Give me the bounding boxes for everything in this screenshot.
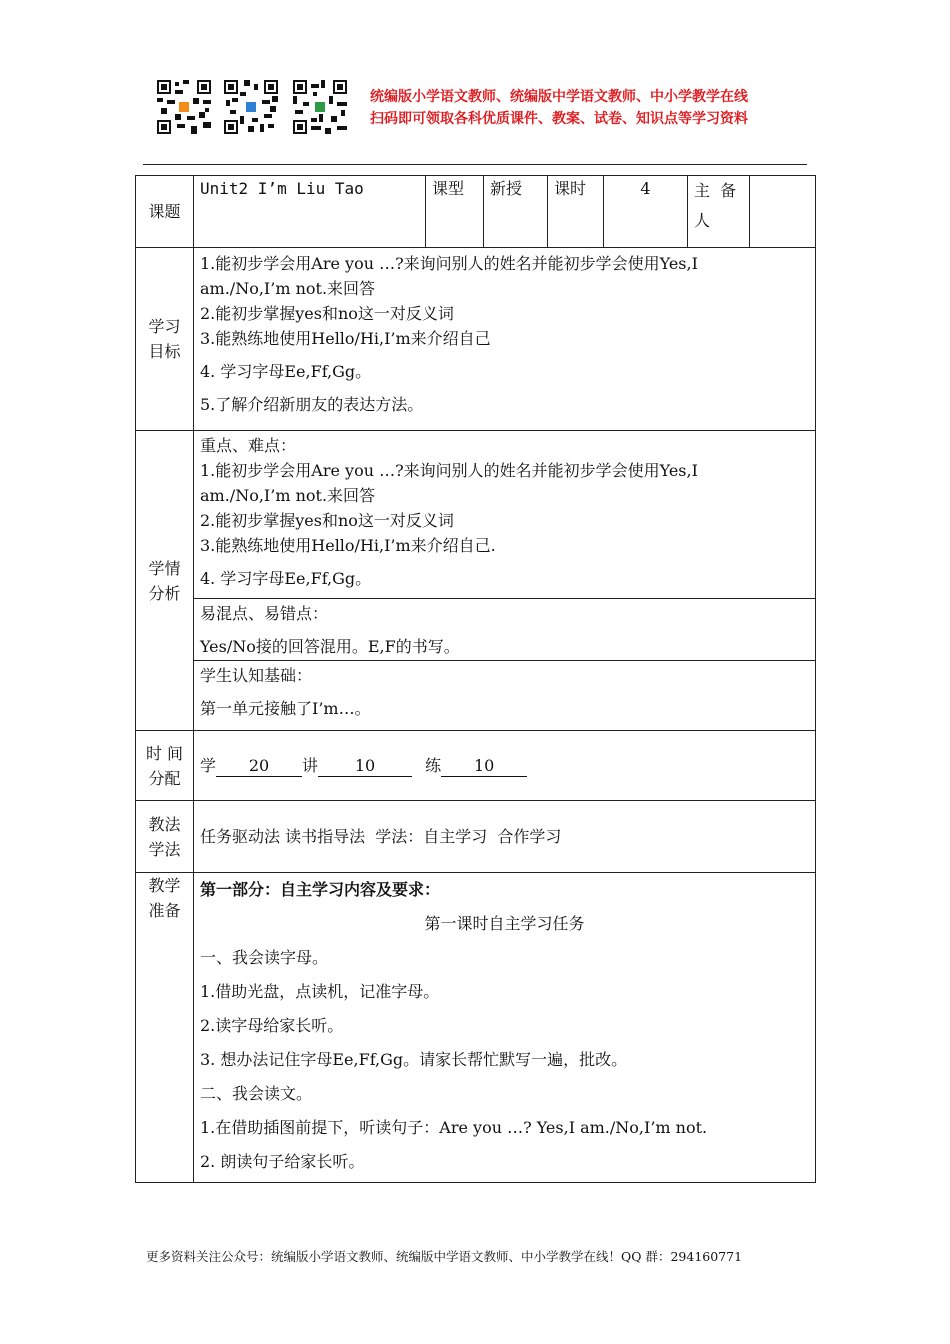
promo-line-1: 统编版小学语文教师、统编版中学语文教师、中小学教学在线 — [370, 89, 748, 105]
keypoint-item: 2.能初步掌握yes和no这一对反义词 — [200, 511, 454, 530]
practice-label: 练 — [425, 756, 442, 775]
practice-value: 10 — [441, 756, 527, 777]
study-label: 学 — [200, 756, 217, 775]
prep-label — [136, 873, 194, 1183]
methods-label — [136, 801, 194, 873]
promo-banner — [370, 86, 748, 130]
qr-code-icon — [224, 80, 278, 134]
goal-item: 3.能熟练地使用Hello/Hi,I’m来介绍自己 — [200, 329, 491, 348]
lesson-hours-label: 课时 — [548, 176, 604, 248]
prep-line: 1.在借助插图前提下，听读句子：Are you …? Yes,I am./No,I’m not. — [200, 1118, 708, 1137]
prep-part-heading: 第一部分：自主学习内容及要求： — [200, 880, 441, 899]
goals-label — [136, 248, 194, 431]
row-analysis-foundation — [136, 661, 816, 731]
confusions-text: Yes/No接的回答混用。E,F的书写。 — [200, 637, 460, 656]
goals-label-1: 学习 — [148, 317, 181, 336]
confusions-content — [194, 599, 816, 661]
preparer-label-1: 主 备 — [694, 181, 737, 200]
foundation-heading: 学生认知基础： — [200, 666, 313, 685]
row-time — [136, 731, 816, 801]
foundation-content — [194, 661, 816, 731]
time-label-1: 时 间 — [145, 743, 184, 763]
row-title — [136, 176, 816, 248]
time-label-2: 分配 — [148, 768, 181, 788]
methods-label-2: 学法 — [148, 839, 181, 859]
row-methods — [136, 801, 816, 873]
keypoint-item: 1.能初步学会用Are you …?来询问别人的姓名并能初步学会使用Yes,I — [200, 461, 698, 480]
goal-item: 4. 学习字母Ee,Ff,Gg。 — [200, 362, 372, 381]
prep-label-1: 教学 — [148, 876, 181, 895]
prep-label-2: 准备 — [148, 901, 181, 920]
lesson-plan-table — [135, 175, 816, 1183]
analysis-label-2: 分析 — [148, 583, 181, 603]
prep-lesson-heading: 第一课时自主学习任务 — [424, 914, 585, 933]
goal-item: am./No,I’m not.来回答 — [200, 279, 376, 298]
prep-line: 2.读字母给家长听。 — [200, 1016, 344, 1035]
lesson-type-label: 课型 — [426, 176, 484, 248]
header-divider — [143, 164, 807, 165]
time-label — [136, 731, 194, 801]
keypoint-item: 4. 学习字母Ee,Ff,Gg。 — [200, 569, 372, 588]
qr-code-icon — [293, 80, 347, 134]
prep-line: 1.借助光盘，点读机，记准字母。 — [200, 982, 440, 1001]
time-content — [194, 731, 816, 801]
methods-text: 任务驱动法 读书指导法 学法：自主学习 合作学习 — [194, 801, 816, 873]
keypoints-content — [194, 431, 816, 599]
preparer-label — [688, 176, 750, 248]
methods-label-1: 教法 — [148, 814, 181, 834]
row-prep — [136, 873, 816, 1183]
prep-line: 二、我会读文。 — [200, 1084, 313, 1103]
study-value: 20 — [216, 756, 302, 777]
prep-line: 2. 朗读句子给家长听。 — [200, 1152, 365, 1171]
analysis-label-1: 学情 — [148, 558, 181, 578]
keypoint-item: 3.能熟练地使用Hello/Hi,I’m来介绍自己. — [200, 536, 496, 555]
lesson-title: Unit2 I’m Liu Tao — [194, 176, 426, 248]
title-label: 课题 — [136, 176, 194, 248]
page-footer: 更多资料关注公众号：统编版小学语文教师、统编版中学语文教师、中小学教学在线！QQ 群：294160771 — [146, 1249, 743, 1264]
goals-content — [194, 248, 816, 431]
goal-item: 5.了解介绍新朋友的表达方法。 — [200, 395, 424, 414]
lecture-value: 10 — [318, 756, 412, 777]
confusions-heading: 易混点、易错点： — [200, 604, 329, 623]
analysis-label — [136, 431, 194, 731]
prep-content — [194, 873, 816, 1183]
qr-code-icon — [157, 80, 211, 134]
prep-line: 一、我会读字母。 — [200, 948, 329, 967]
preparer-label-2: 人 — [694, 211, 711, 230]
keypoint-item: am./No,I’m not.来回答 — [200, 486, 376, 505]
prep-line: 3. 想办法记住字母Ee,Ff,Gg。请家长帮忙默写一遍，批改。 — [200, 1050, 628, 1069]
lecture-label: 讲 — [302, 756, 319, 775]
row-goals — [136, 248, 816, 431]
goals-label-2: 目标 — [148, 342, 181, 361]
row-analysis-keypoints — [136, 431, 816, 599]
lesson-hours-value: 4 — [604, 176, 688, 248]
foundation-text: 第一单元接触了I’m…。 — [200, 699, 371, 718]
lesson-type-value: 新授 — [484, 176, 548, 248]
keypoints-heading: 重点、难点： — [200, 436, 297, 455]
goal-item: 1.能初步学会用Are you …?来询问别人的姓名并能初步学会使用Yes,I — [200, 254, 698, 273]
preparer-value — [750, 176, 816, 248]
row-analysis-confusions — [136, 599, 816, 661]
promo-line-2: 扫码即可领取各科优质课件、教案、试卷、知识点等学习资料 — [370, 111, 748, 127]
goal-item: 2.能初步掌握yes和no这一对反义词 — [200, 304, 454, 323]
